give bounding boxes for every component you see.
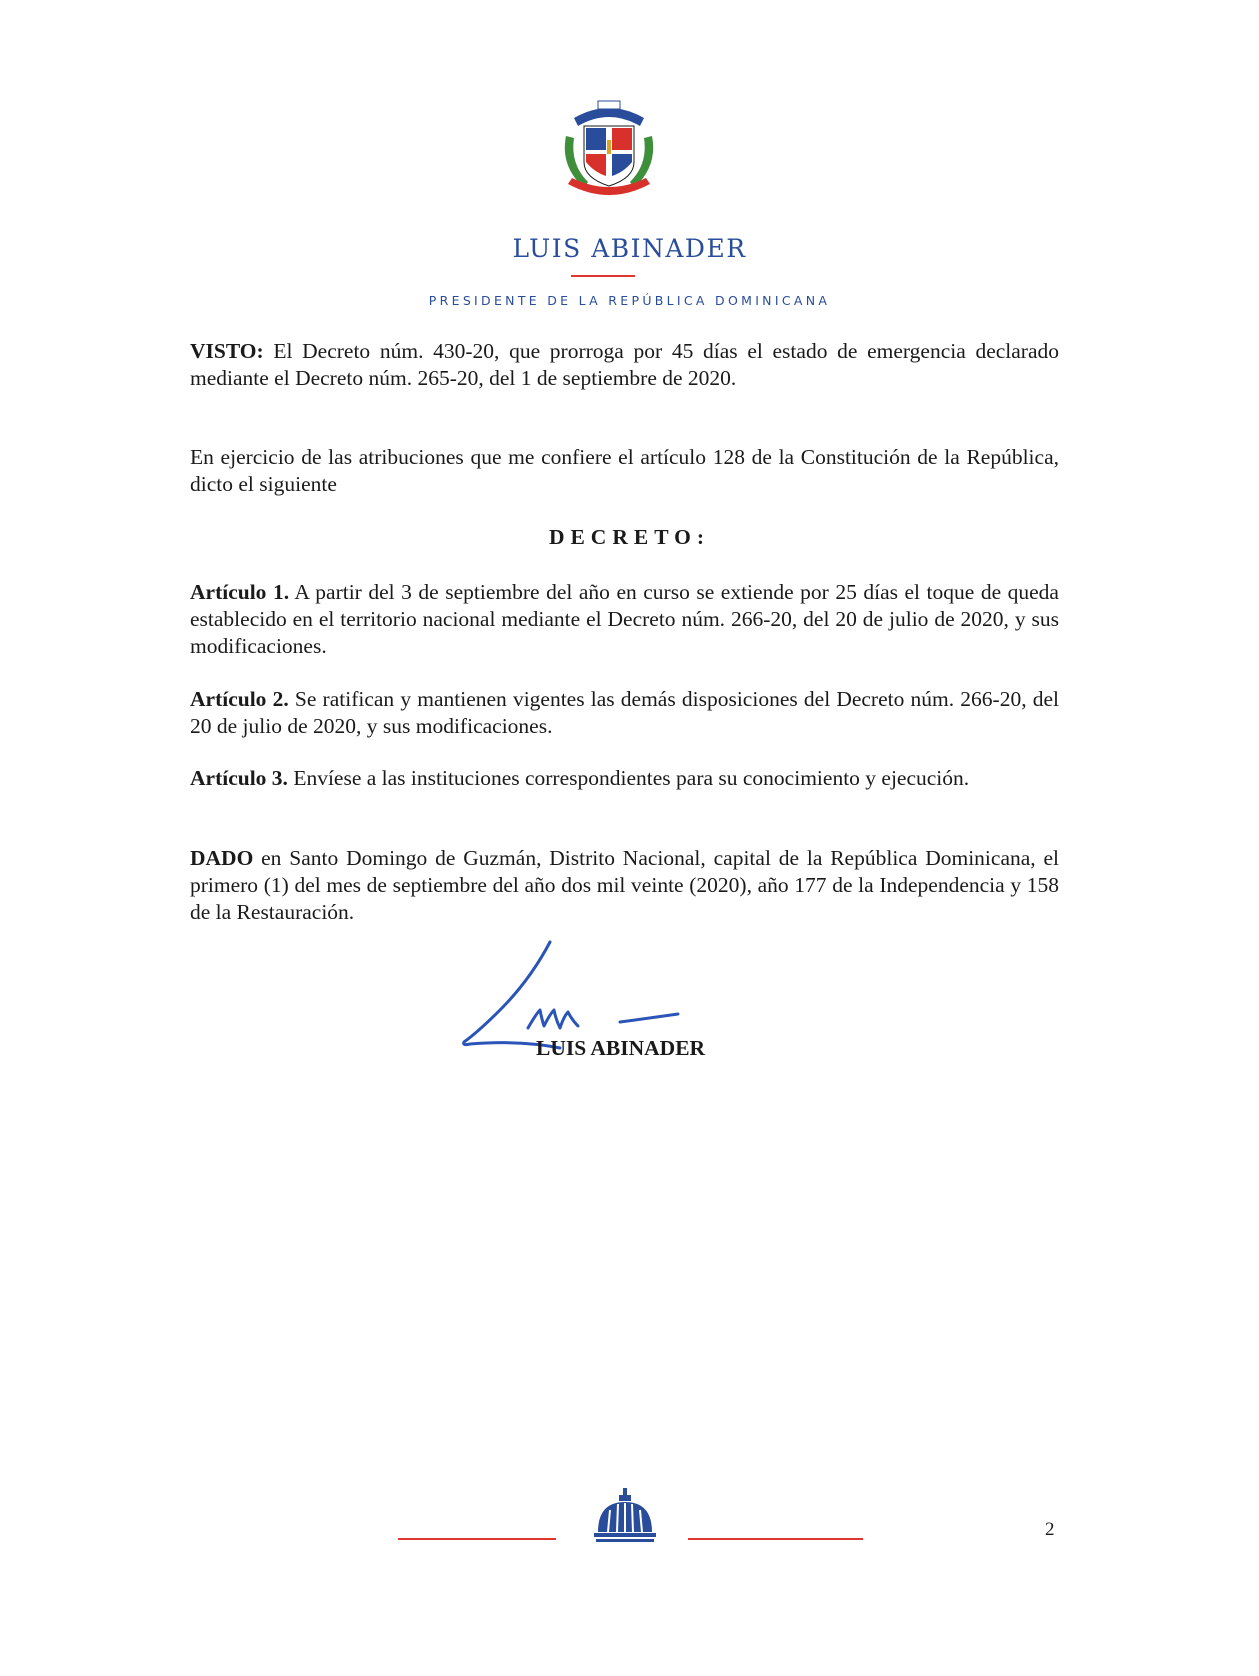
decreto-title: DECRETO: bbox=[548, 525, 711, 549]
coat-of-arms-icon bbox=[554, 96, 664, 206]
visto-label: VISTO: bbox=[190, 339, 264, 363]
visto-text: El Decreto núm. 430-20, que prorroga por 45 días el estado de emergencia declarado mediante el Decreto núm. 265-20, del 1 de septiembre de 2020. bbox=[190, 339, 1059, 390]
article-1-label: Artículo 1. bbox=[190, 580, 290, 604]
dado-text: en Santo Domingo de Guzmán, Distrito Nacional, capital de la República Dominicana, el primero (1) del mes de septiembre del año dos mil veinte (2020), año 177 de la Independencia y 158 de la Restauración. bbox=[190, 846, 1059, 924]
article-2-paragraph bbox=[190, 686, 1059, 740]
article-2-text: Se ratifican y mantienen vigentes las demás disposiciones del Decreto núm. 266-20, del 20 de julio de 2020, y sus modificaciones. bbox=[190, 687, 1059, 738]
article-2-label: Artículo 2. bbox=[190, 687, 289, 711]
dado-label: DADO bbox=[190, 846, 254, 870]
president-name-heading: LUIS ABINADER bbox=[512, 234, 747, 263]
article-3-paragraph bbox=[190, 765, 1059, 792]
article-3-label: Artículo 3. bbox=[190, 766, 288, 790]
footer-divider-right bbox=[688, 1538, 863, 1540]
page-number: 2 bbox=[1045, 1519, 1055, 1540]
article-3-text: Envíese a las instituciones correspondientes para su conocimiento y ejecución. bbox=[287, 766, 970, 790]
header-divider bbox=[571, 275, 635, 277]
article-1-paragraph bbox=[190, 579, 1059, 660]
president-title-subheading: PRESIDENTE DE LA REPÚBLICA DOMINICANA bbox=[428, 293, 831, 308]
ejercicio-paragraph bbox=[190, 444, 1059, 498]
footer-divider-left bbox=[398, 1538, 556, 1540]
ejercicio-text: En ejercicio de las atribuciones que me confiere el artículo 128 de la Constitución de la República, dicto el siguiente bbox=[190, 445, 1059, 496]
dome-icon bbox=[590, 1488, 660, 1546]
visto-paragraph bbox=[190, 338, 1059, 392]
signer-name: LUIS ABINADER bbox=[536, 1036, 706, 1060]
dado-paragraph bbox=[190, 845, 1059, 926]
article-1-text: A partir del 3 de septiembre del año en curso se extiende por 25 días el toque de queda establecido en el territorio nacional mediante el Decreto núm. 266-20, del 20 de julio de 2020, y sus modificaciones. bbox=[190, 580, 1059, 658]
